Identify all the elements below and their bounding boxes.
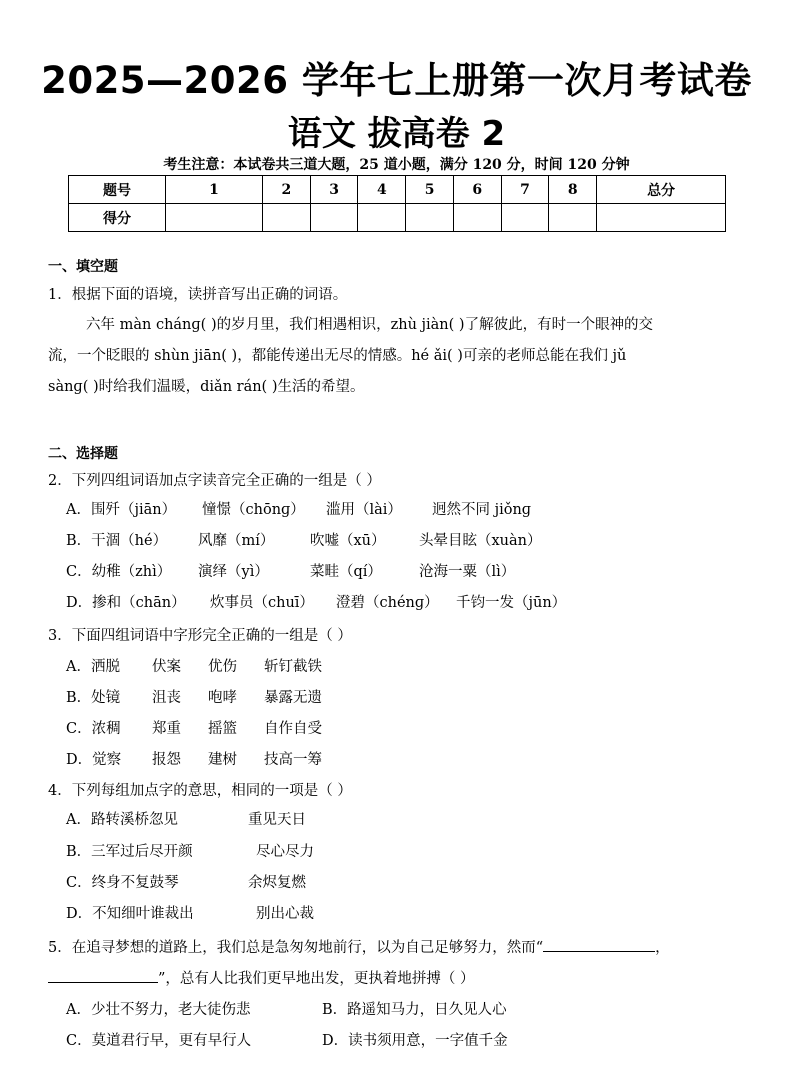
section-heading: 一、填空题 [48, 259, 118, 275]
score-input-cell[interactable] [406, 204, 454, 232]
question-stem: 4．下列每组加点字的意思，相同的一项是（ ） [48, 783, 352, 799]
option-row [66, 717, 322, 738]
score-table-score-row [69, 204, 726, 232]
score-input-cell[interactable] [263, 204, 311, 232]
option-row [66, 748, 322, 769]
option-row [66, 498, 531, 519]
question-stem: 1．根据下面的语境，读拼音写出正确的词语。 [48, 287, 348, 303]
option-item: 技高一筹 [264, 752, 322, 768]
option-item: 澄碧（chénɡ） [336, 595, 439, 611]
option-item: 别出心裁 [256, 906, 314, 922]
answer-blank[interactable] [48, 968, 158, 983]
question-stem [48, 967, 475, 988]
score-cell: 2 [263, 176, 311, 204]
option-row [66, 591, 566, 612]
score-cell: 7 [501, 176, 549, 204]
score-cell: 5 [406, 176, 454, 204]
score-cell: 3 [310, 176, 358, 204]
option-item: 吹嘘（xū） [310, 533, 386, 549]
option-item: 头晕目眩（xuàn） [419, 533, 542, 549]
option-item: 风靡（mí） [198, 533, 275, 549]
score-cell: 题号 [69, 176, 166, 204]
option-item: 伏案 [152, 659, 181, 675]
option-row [66, 840, 314, 861]
option-item: D．读书须用意，一字值千金 [322, 1033, 508, 1049]
option-item: 报怨 [152, 752, 181, 768]
option-row [66, 808, 306, 829]
option-item: 炊事员（chuī） [210, 595, 314, 611]
option-item: B．处镜 [66, 690, 121, 706]
score-cell: 8 [549, 176, 597, 204]
option-item: C．终身不复鼓琴 [66, 875, 179, 891]
question-stem: 2．下列四组词语加点字读音完全正确的一组是（ ） [48, 473, 381, 489]
option-item: B．路遥知马力，日久见人心 [322, 1002, 507, 1018]
option-item: 郑重 [152, 721, 181, 737]
option-item: C．幼稚（zhì） [66, 564, 172, 580]
question-paragraph: 流，一个眨眼的 shùn jiān( )，都能传递出无尽的情感。hé ǎi( )可亲的老师总能在我们 jǔ [48, 348, 627, 364]
option-row [66, 1029, 508, 1050]
option-item: 憧憬（chōnɡ） [202, 502, 305, 518]
option-item: 尽心尽力 [256, 844, 314, 860]
option-item: 迥然不同 jiǒnɡ [432, 502, 532, 518]
option-item: B．三军过后尽开颜 [66, 844, 193, 860]
option-item: A．围歼（jiān） [66, 502, 177, 518]
option-row [66, 529, 542, 550]
score-cell: 4 [358, 176, 406, 204]
option-row [66, 998, 507, 1019]
option-item: 滥用（lài） [326, 502, 402, 518]
option-item: A．路转溪桥忽见 [66, 812, 178, 828]
question-paragraph: 六年 màn chánɡ( )的岁月里，我们相遇相识，zhù jiàn( )了解彼此，有时一个眼神的交 [86, 317, 654, 333]
score-input-cell[interactable] [549, 204, 597, 232]
option-row [66, 655, 322, 676]
option-item: D．觉察 [66, 752, 122, 768]
option-item: D．掺和（chān） [66, 595, 186, 611]
score-table [68, 175, 726, 232]
option-item: A．少壮不努力，老大徒伤悲 [66, 1002, 251, 1018]
question-stem-part: ， [655, 940, 670, 956]
option-row [66, 902, 314, 923]
score-cell: 总分 [597, 176, 726, 204]
question-paragraph: sànɡ( )时给我们温暖，diǎn rán( )生活的希望。 [48, 379, 365, 395]
question-stem-part: 5．在追寻梦想的道路上，我们总是急匆匆地前行，以为自己足够努力，然而“ [48, 940, 544, 956]
score-input-cell[interactable] [597, 204, 726, 232]
score-input-cell[interactable] [501, 204, 549, 232]
option-item: 重见天日 [248, 812, 306, 828]
option-item: C．浓稠 [66, 721, 121, 737]
score-input-cell[interactable] [358, 204, 406, 232]
exam-notice: 考生注意：本试卷共三道大题，25 道小题，满分 120 分，时间 120 分钟 [163, 157, 630, 173]
option-item: 余烬复燃 [248, 875, 306, 891]
score-cell: 6 [453, 176, 501, 204]
option-item: 千钧一发（jūn） [456, 595, 567, 611]
section-heading: 二、选择题 [48, 446, 118, 462]
score-input-cell[interactable] [310, 204, 358, 232]
option-row [66, 686, 322, 707]
exam-title: 2025—2026 学年七上册第一次月考试卷 [41, 59, 752, 102]
score-table-header-row [69, 176, 726, 204]
option-item: 斩钉截铁 [264, 659, 322, 675]
score-input-cell[interactable] [166, 204, 263, 232]
answer-blank[interactable] [543, 937, 655, 952]
score-cell: 得分 [69, 204, 166, 232]
option-item: 沮丧 [152, 690, 181, 706]
option-item: 暴露无遗 [264, 690, 322, 706]
option-row [66, 871, 306, 892]
question-stem-part: ”，总有人比我们更早地出发，更执着地拼搏（ ） [158, 971, 475, 987]
option-item: A．洒脱 [66, 659, 120, 675]
option-item: 建树 [208, 752, 237, 768]
option-item: 演绎（yì） [198, 564, 269, 580]
question-stem [48, 936, 670, 957]
option-row [66, 560, 515, 581]
option-item: 摇篮 [208, 721, 237, 737]
option-item: D．不知细叶谁裁出 [66, 906, 194, 922]
option-item: 菜畦（qí） [310, 564, 382, 580]
option-item: 咆哮 [208, 690, 237, 706]
option-item: 优伤 [208, 659, 237, 675]
exam-subtitle: 语文 拔高卷 2 [287, 114, 506, 154]
option-item: C．莫道君行早，更有早行人 [66, 1033, 252, 1049]
score-cell: 1 [166, 176, 263, 204]
question-stem: 3．下面四组词语中字形完全正确的一组是（ ） [48, 628, 352, 644]
score-input-cell[interactable] [453, 204, 501, 232]
option-item: 自作自受 [264, 721, 322, 737]
option-item: 沧海一粟（lì） [419, 564, 516, 580]
option-item: B．干涸（hé） [66, 533, 168, 549]
